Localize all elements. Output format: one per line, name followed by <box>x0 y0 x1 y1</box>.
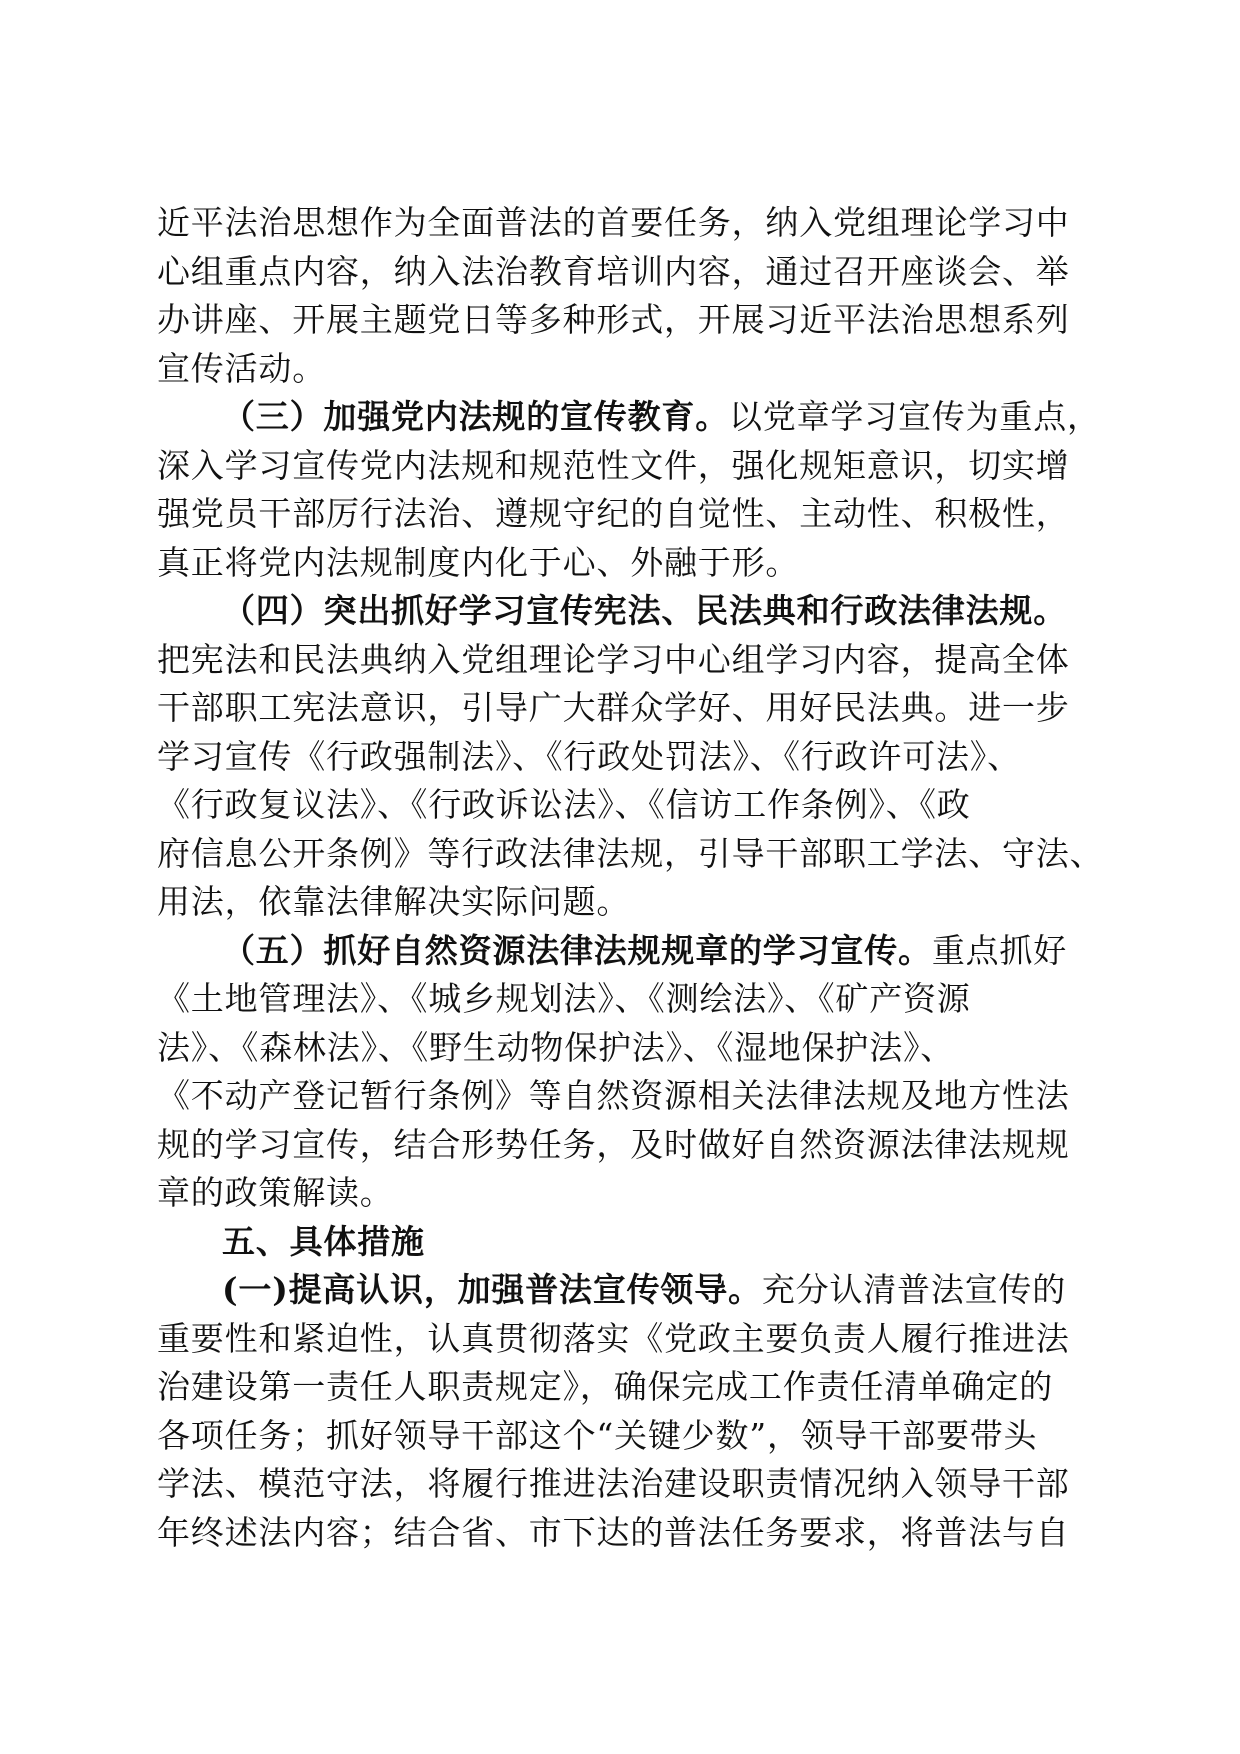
paragraph-line: 法》、《森林法》、《野生动物保护法》、《湿地保护法》、 <box>157 1027 955 1067</box>
paragraph-first-line <box>222 394 1152 439</box>
paragraph-first-line <box>222 1267 1152 1312</box>
paragraph-heading: (一)提高认识，加强普法宣传领导。 <box>222 1270 762 1309</box>
paragraph-line: 学习宣传《行政强制法》、《行政处罚法》、《行政许可法》、 <box>157 736 1021 776</box>
paragraph-line: 《不动产登记暂行条例》等自然资源相关法律法规及地方性法 <box>157 1076 1070 1115</box>
paragraph-line: 《行政复议法》、《行政诉讼法》、《信访工作条例》、《政 <box>157 785 971 824</box>
paragraph-line: 治建设第一责任人职责规定》，确保完成工作责任清单确定的 <box>157 1367 1054 1406</box>
paragraph-line: 各项任务；抓好领导干部这个“关键少数”，领导干部要带头 <box>157 1415 1038 1455</box>
paragraph-heading: （四）突出抓好学习宣传宪法、民法典和行政法律法规。 <box>222 591 1067 630</box>
paragraph-line: 重要性和紧迫性，认真贯彻落实《党政主要负责人履行推进法 <box>157 1318 1070 1358</box>
paragraph-line: 《土地管理法》、《城乡规划法》、《测绘法》、《矿产资源 <box>157 979 971 1018</box>
paragraph-line: 深入学习宣传党内法规和规范性文件，强化规矩意识，切实增 <box>157 445 1070 485</box>
paragraph-line: 近平法治思想作为全面普法的首要任务，纳入党组理论学习中 <box>157 203 1070 242</box>
paragraph-heading: （三）加强党内法规的宣传教育。 <box>222 397 729 436</box>
paragraph-text: 以党章学习宣传为重点， <box>729 397 1101 436</box>
paragraph-line: 把宪法和民法典纳入党组理论学习中心组学习内容，提高全体 <box>157 639 1070 679</box>
paragraph-line: 宣传活动。 <box>157 348 326 388</box>
paragraph-line: 章的政策解读。 <box>157 1173 394 1212</box>
paragraph-text: 重点抓好 <box>931 930 1068 970</box>
paragraph-line: 心组重点内容，纳入法治教育培训内容，通过召开座谈会、举 <box>157 251 1070 291</box>
paragraph-first-line <box>222 588 1152 633</box>
section-title <box>222 1219 1152 1264</box>
paragraph-line: 用法，依靠法律解决实际问题。 <box>157 882 631 921</box>
paragraph-heading: （五）抓好自然资源法律法规规章的学习宣传。 <box>222 930 932 970</box>
paragraph-line: 年终述法内容；结合省、市下达的普法任务要求，将普法与自 <box>157 1512 1070 1552</box>
paragraph-line: 规的学习宣传，结合形势任务，及时做好自然资源法律法规规 <box>157 1124 1070 1164</box>
paragraph-line: 办讲座、开展主题党日等多种形式，开展习近平法治思想系列 <box>157 300 1070 339</box>
section-title-text: 五、具体措施 <box>222 1221 425 1261</box>
paragraph-first-line <box>222 928 1152 973</box>
paragraph-text: 充分认清普法宣传的 <box>761 1270 1067 1309</box>
paragraph-line: 真正将党内法规制度内化于心、外融于形。 <box>157 542 800 582</box>
paragraph-line: 学法、模范守法，将履行推进法治建设职责情况纳入领导干部 <box>157 1464 1070 1503</box>
paragraph-line: 强党员干部厉行法治、遵规守纪的自觉性、主动性、积极性， <box>157 494 1070 533</box>
paragraph-line: 府信息公开条例》等行政法律法规，引导干部职工学法、守法、 <box>157 833 1104 873</box>
paragraph-line: 干部职工宪法意识，引导广大群众学好、用好民法典。进一步 <box>157 688 1070 727</box>
